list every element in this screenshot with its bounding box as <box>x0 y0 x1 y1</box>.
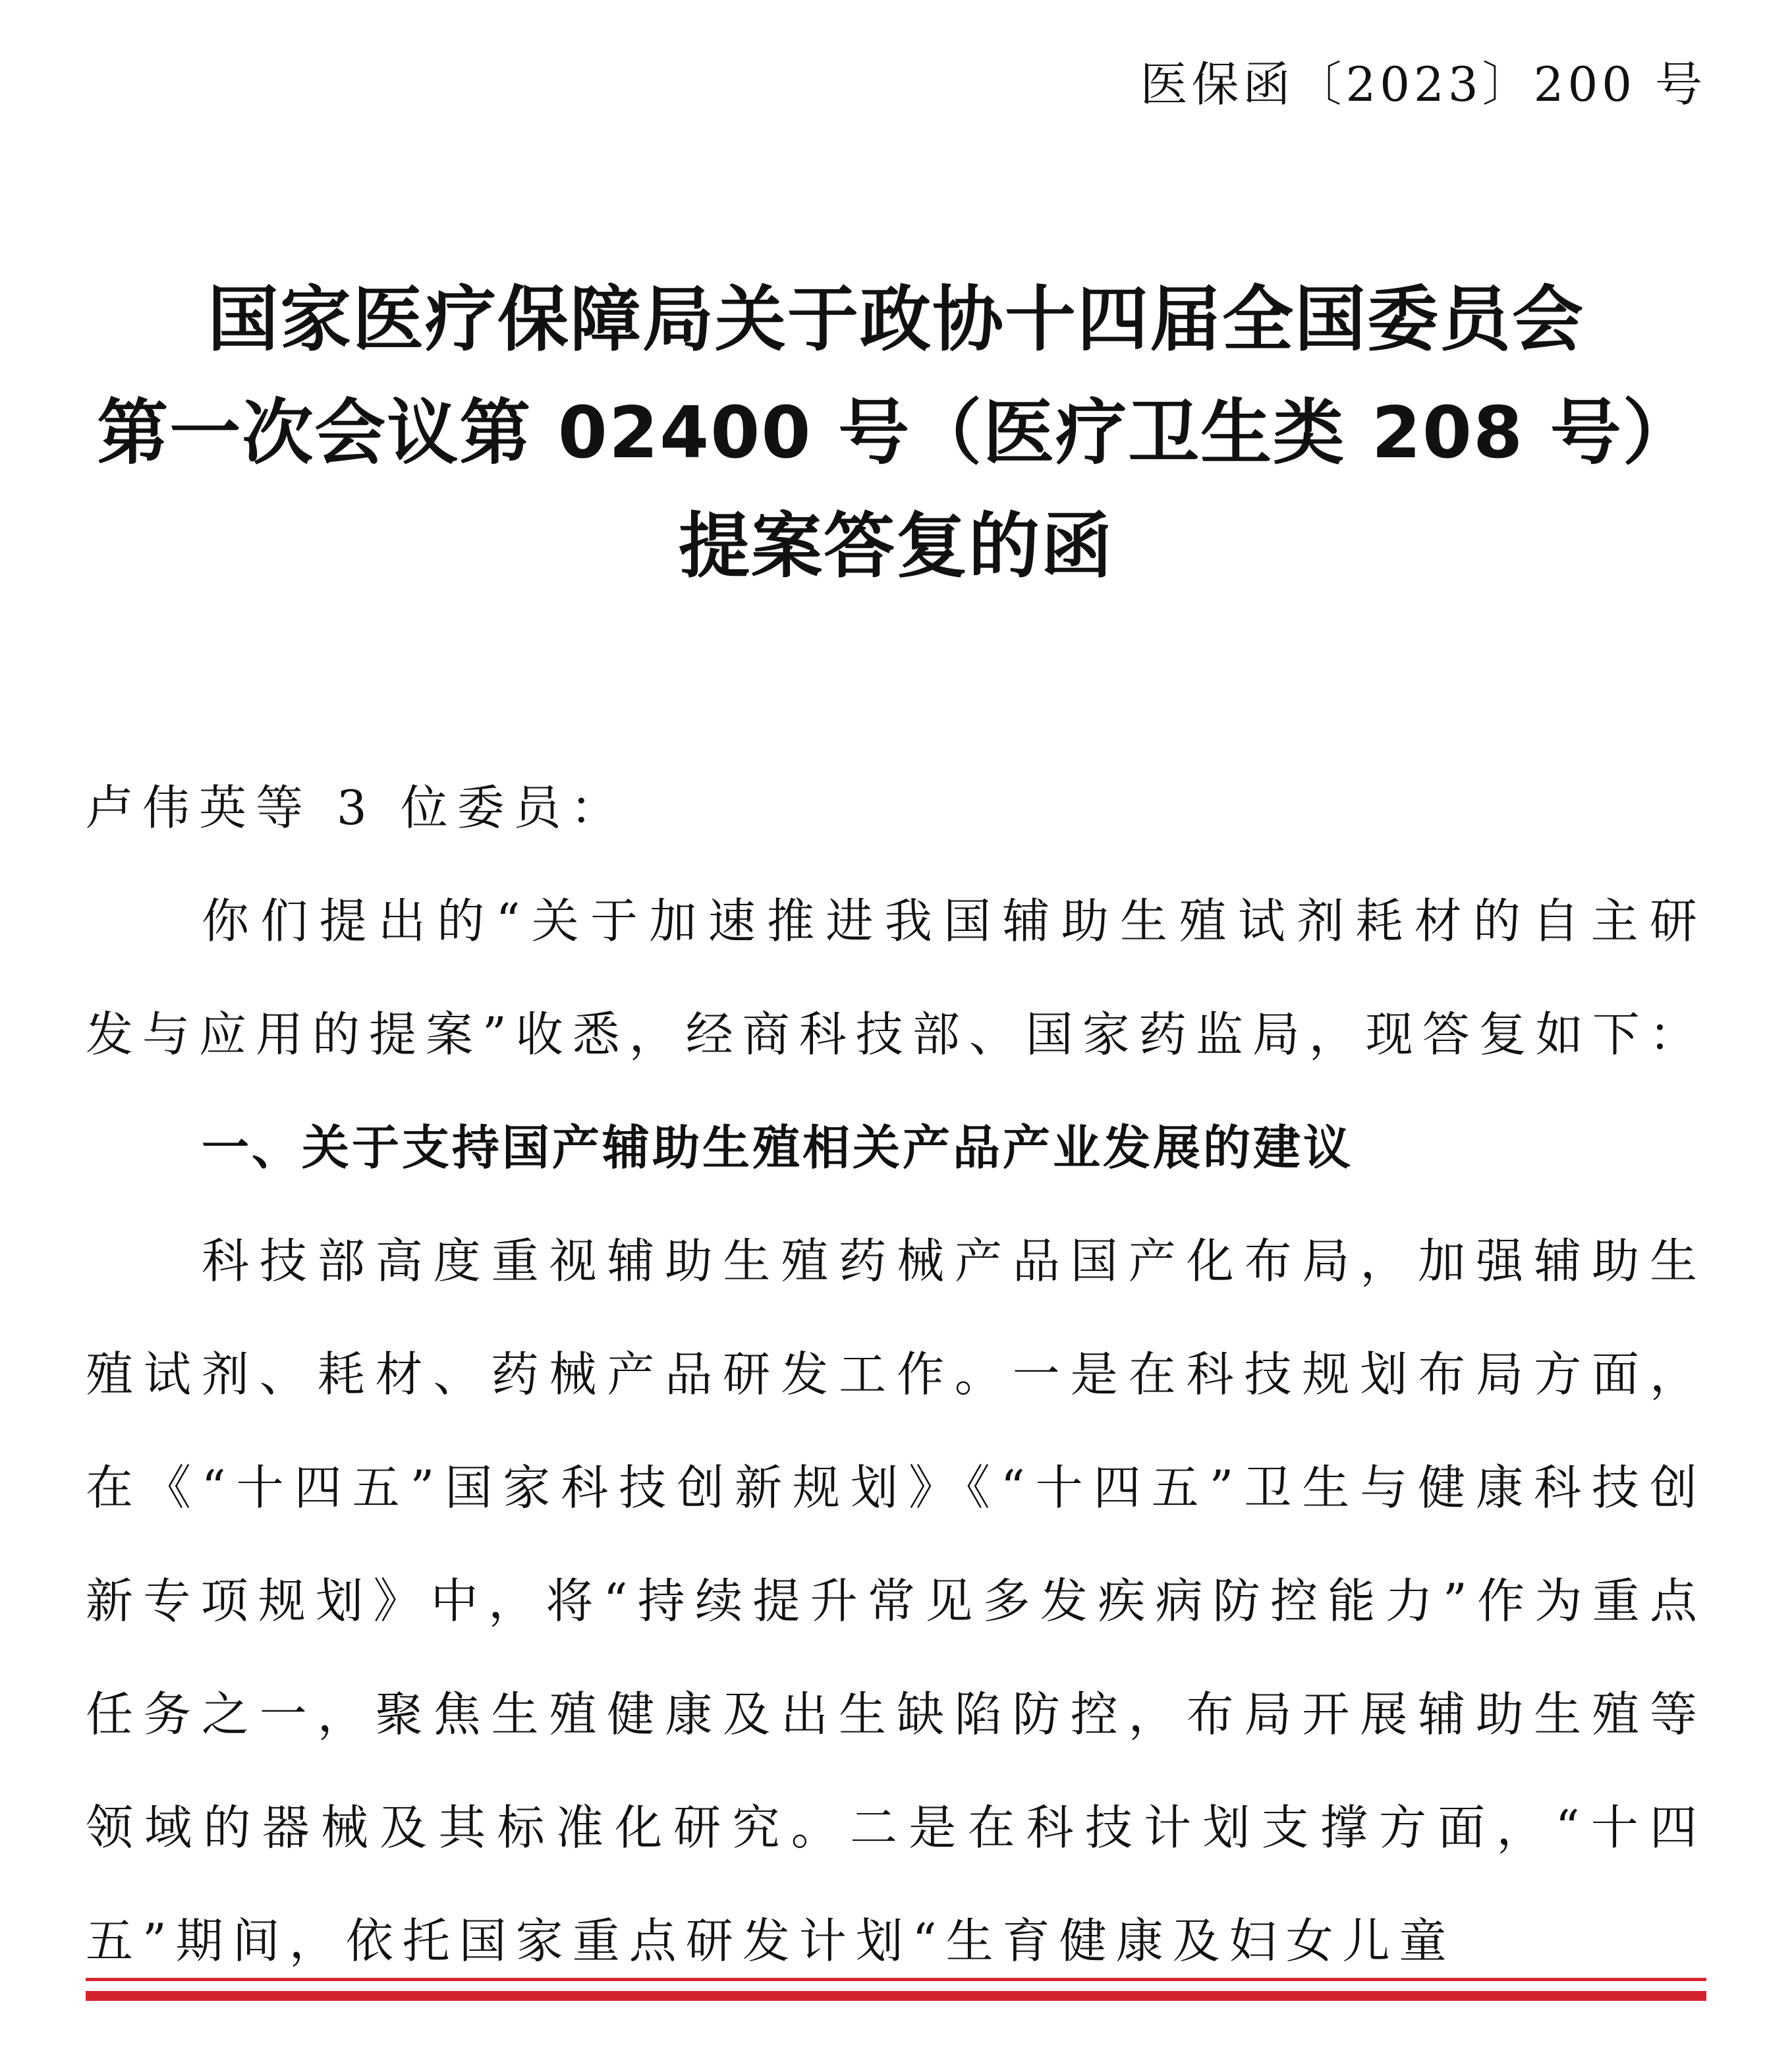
title-line-1: 国家医疗保障局关于政协十四届全国委员会 <box>207 279 1584 361</box>
document-number: 医保函〔2023〕200 号 <box>1140 57 1706 112</box>
document-body <box>86 751 1706 1998</box>
section-paragraph: 科技部高度重视辅助生殖药械产品国产化布局，加强辅助生殖试剂、耗材、药械产品研发工作。一是在科技规划布局方面，在《“十四五”国家科技创新规划》《“十四五”卫生与健康科技创新专项规划》中，将“持续提升常见多发疾病防控能力”作为重点任务之一，聚焦生殖健康及出生缺陷防控，布局开展辅助生殖等领域的器械及其标准化研究。二是在科技计划支撑方面，“十四五”期间，依托国家重点研发计划“生育健康及妇女儿童 <box>86 1233 1706 1969</box>
document-title <box>0 264 1792 603</box>
title-line-2: 第一次会议第 02400 号（医疗卫生类 208 号） <box>97 392 1695 474</box>
section-heading: 一、关于支持国产辅助生殖相关产品产业发展的建议 <box>202 1120 1354 1175</box>
footer-red-rule-thin <box>86 1978 1706 1981</box>
title-line-3: 提案答复的函 <box>678 505 1113 588</box>
footer-red-rule-thick <box>86 1991 1706 2001</box>
intro-paragraph: 你们提出的“关于加速推进我国辅助生殖试剂耗材的自主研发与应用的提案”收悉，经商科技部、国家药监局，现答复如下： <box>86 893 1706 1062</box>
salutation: 卢伟英等 3 位委员： <box>86 780 627 835</box>
